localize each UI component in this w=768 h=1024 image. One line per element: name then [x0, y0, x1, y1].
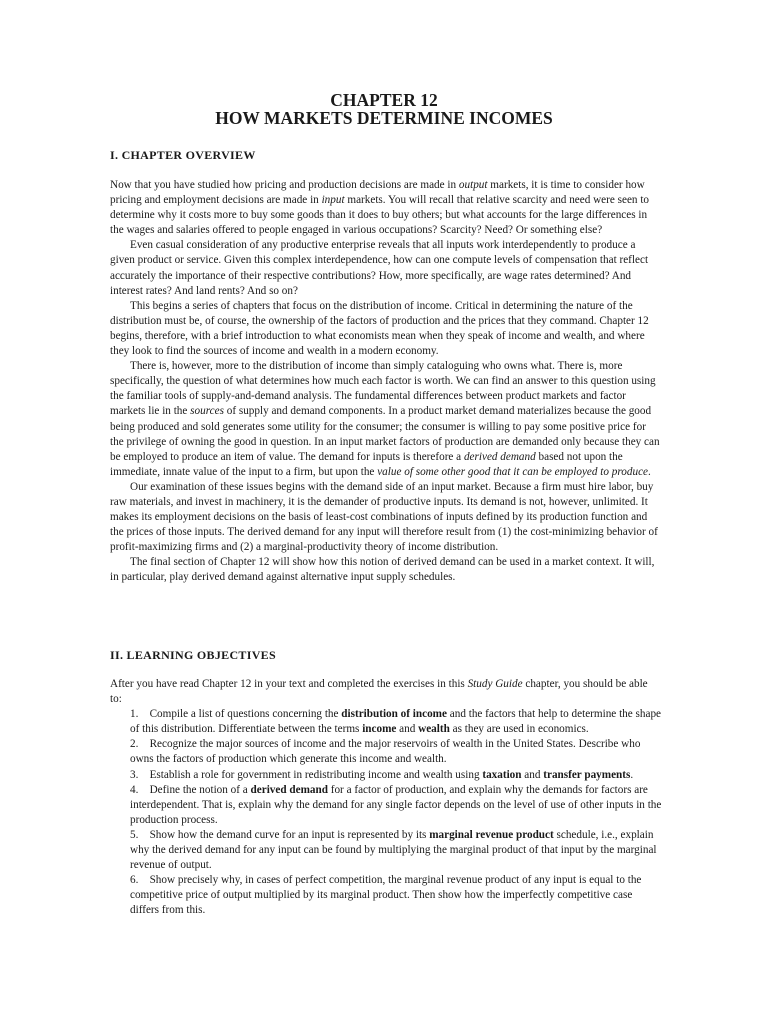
- objectives-intro: After you have read Chapter 12 in your text and completed the exercises in this Study Guide chapter, you should be able to:: [110, 678, 648, 706]
- objective-item-2: 2. Recognize the major sources of income and the major reservoirs of wealth in the United States. Describe who owns the factors of production which generate this income and wealth.: [130, 738, 641, 766]
- overview-paragraph-2: Even casual consideration of any productive enterprise reveals that all inputs work interdependently to produce a given product or service. Given this complex interdependence, how can one compute levels of compensation that reflect accurately the importance of their respective contributions? How, more specifically, are wage rates determined? And interest rates? And land rents? And so on?: [110, 239, 649, 297]
- objective-item-5: 5. Show how the demand curve for an input is represented by its marginal revenue product schedule, i.e., explain why the derived demand for any input can be found by multiplying the marginal product of that input by the marginal revenue of output.: [130, 828, 657, 872]
- learning-objectives-body: [110, 677, 662, 919]
- chapter-overview-body: [110, 178, 662, 586]
- objective-item-6: 6. Show precisely why, in cases of perfect competition, the marginal revenue product of any input is equal to the competitive price of output multiplied by its marginal product. Then show how the imperfectly competitive case differs from this.: [130, 874, 642, 917]
- section-heading-overview: I. CHAPTER OVERVIEW: [110, 148, 256, 162]
- overview-paragraph-4: There is, however, more to the distribution of income than simply cataloguing who owns what. There is, more specifically, the question of what determines how much each factor is worth. We can find an answer to this question using the familiar tools of supply-and-demand analysis. The fundamental differences between product markets and factor markets lie in the sources of supply and demand components. In a product market demand materializes because the good being produced and sold generates some utility for the consumer; the consumer is willing to pay some positive price for the privilege of owning the good in question. In an input market factors of production are demanded only because they can be employed to produce an item of value. The demand for inputs is therefore a derived demand based not upon the immediate, innate value of the input to a firm, but upon the value of some other good that it can be employed to produce.: [110, 360, 660, 478]
- overview-paragraph-1: Now that you have studied how pricing and production decisions are made in output markets, it is time to consider how pricing and employment decisions are made in input markets. You will recall that relative scarcity and need were seen to determine why it costs more to buy some goods than it does to buy others; but what accounts for the large differences in the wages and salaries offered to people engaged in various occupations? Scarcity? Need? Or something else?: [110, 179, 650, 237]
- chapter-number: CHAPTER 12: [330, 90, 438, 110]
- overview-paragraph-6: The final section of Chapter 12 will show how this notion of derived demand can be used in a market context. It will, in particular, play derived demand against alternative input supply schedules.: [110, 556, 655, 584]
- chapter-title: HOW MARKETS DETERMINE INCOMES: [215, 108, 553, 128]
- section-heading-objectives: II. LEARNING OBJECTIVES: [110, 648, 276, 662]
- objective-item-4: 4. Define the notion of a derived demand for a factor of production, and explain why the demands for factors are interdependent. That is, explain why the demand for any single factor depends on the level of use of other inputs in the production process.: [130, 783, 662, 826]
- objective-item-3: 3. Establish a role for government in redistributing income and wealth using taxation and transfer payments.: [130, 768, 634, 781]
- overview-paragraph-5: Our examination of these issues begins with the demand side of an input market. Because a firm must hire labor, buy raw materials, and invest in machinery, it is the demander of productive inputs. Its demand is not, however, unlimited. It makes its employment decisions on the basis of least-cost combinations of inputs defined by its production function and the prices of those inputs. The derived demand for any input will therefore result from (1) the cost-minimizing behavior of profit-maximizing firms and (2) a marginal-productivity theory of income distribution.: [110, 480, 658, 554]
- overview-paragraph-3: This begins a series of chapters that focus on the distribution of income. Critical in determining the nature of the distribution must be, of course, the ownership of the factors of production and the prices that they command. Chapter 12 begins, therefore, with a brief introduction to what economists mean when they speak of income and wealth, and where they look to find the sources of income and wealth in a modern economy.: [110, 299, 649, 358]
- objective-item-1: 1. Compile a list of questions concerning the distribution of income and the factors that help to determine the shape of this distribution. Differentiate between the terms income and wealth as they are used in economics.: [130, 708, 662, 736]
